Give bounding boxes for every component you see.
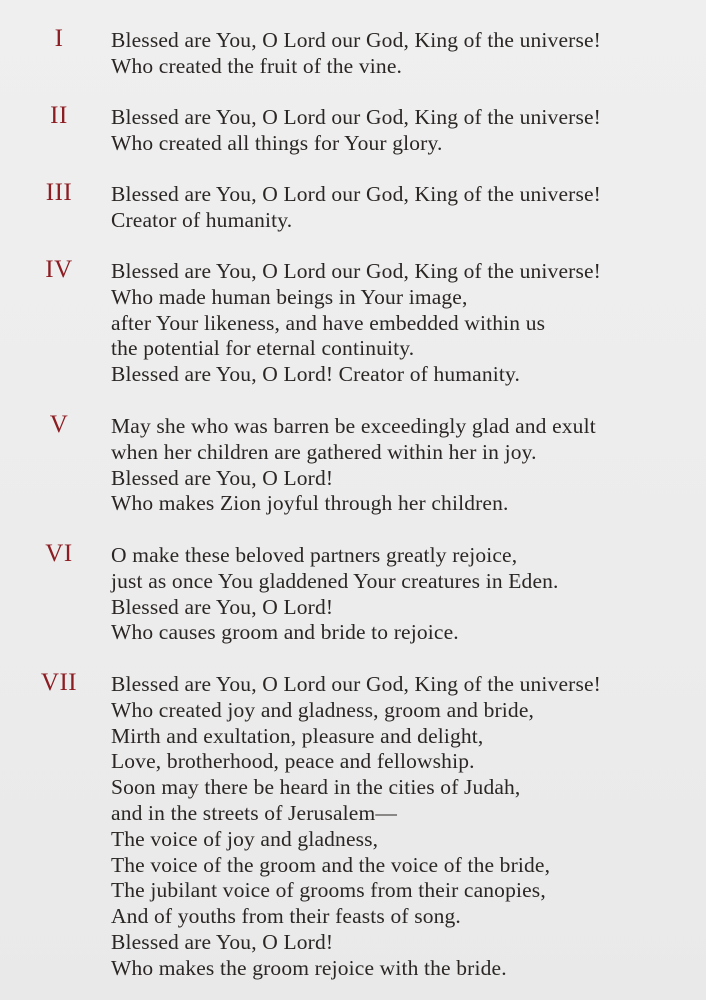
text-line: Who created the fruit of the vine.: [111, 53, 403, 78]
roman-numeral: VI: [45, 540, 73, 567]
text-line: O make these beloved partners greatly rejoice,: [111, 543, 518, 567]
text-line: and in the streets of Jerusalem—: [111, 800, 398, 825]
text-line: the potential for eternal continuity.: [111, 336, 415, 361]
text-line: Blessed are You, O Lord!: [111, 929, 334, 954]
text-line: The voice of the groom and the voice of the bride,: [111, 852, 551, 877]
text-line: Love, brotherhood, peace and fellowship.: [111, 749, 475, 774]
text-line: Blessed are You, O Lord our God, King of the universe!: [111, 105, 601, 129]
text-line: Who makes Zion joyful through her children.: [111, 491, 509, 516]
text-line: Who created all things for Your glory.: [111, 130, 443, 155]
blessing-text: [111, 105, 701, 157]
blessing-text: [111, 259, 701, 388]
text-line: Who created joy and gladness, groom and bride,: [111, 697, 535, 722]
roman-numeral: IV: [45, 256, 73, 283]
blessing-text: [111, 672, 701, 982]
text-line: Blessed are You, O Lord our God, King of the universe!: [111, 182, 601, 206]
roman-numeral: V: [49, 411, 69, 438]
text-line: Blessed are You, O Lord!: [111, 594, 334, 619]
text-line: when her children are gathered within her in joy.: [111, 439, 537, 464]
text-line: Blessed are You, O Lord our God, King of the universe!: [111, 672, 601, 696]
roman-numeral: III: [45, 179, 73, 206]
text-line: Blessed are You, O Lord! Creator of humanity.: [111, 362, 521, 387]
text-line: Creator of humanity.: [111, 207, 293, 232]
text-line: Blessed are You, O Lord!: [111, 465, 334, 490]
blessing-text: [111, 28, 701, 80]
text-line: Soon may there be heard in the cities of Judah,: [111, 775, 521, 800]
roman-numeral: II: [50, 102, 68, 129]
blessing-text: [111, 414, 701, 517]
text-line: after Your likeness, and have embedded within us: [111, 310, 546, 335]
text-line: Blessed are You, O Lord our God, King of the universe!: [111, 259, 601, 283]
blessing-text: [111, 543, 701, 646]
text-line: May she who was barren be exceedingly glad and exult: [111, 414, 596, 438]
text-line: The jubilant voice of grooms from their canopies,: [111, 878, 546, 903]
text-line: just as once You gladdened Your creatures in Eden.: [111, 568, 559, 593]
text-line: The voice of joy and gladness,: [111, 826, 379, 851]
text-line: And of youths from their feasts of song.: [111, 904, 461, 929]
roman-numeral: VII: [40, 669, 78, 696]
text-line: Who makes the groom rejoice with the bride.: [111, 955, 507, 980]
text-line: Mirth and exultation, pleasure and delight,: [111, 723, 484, 748]
text-line: Who made human beings in Your image,: [111, 284, 468, 309]
text-line: Who causes groom and bride to rejoice.: [111, 620, 459, 645]
blessing-text: [111, 182, 701, 234]
roman-numeral: I: [54, 25, 64, 52]
text-line: Blessed are You, O Lord our God, King of the universe!: [111, 28, 601, 52]
